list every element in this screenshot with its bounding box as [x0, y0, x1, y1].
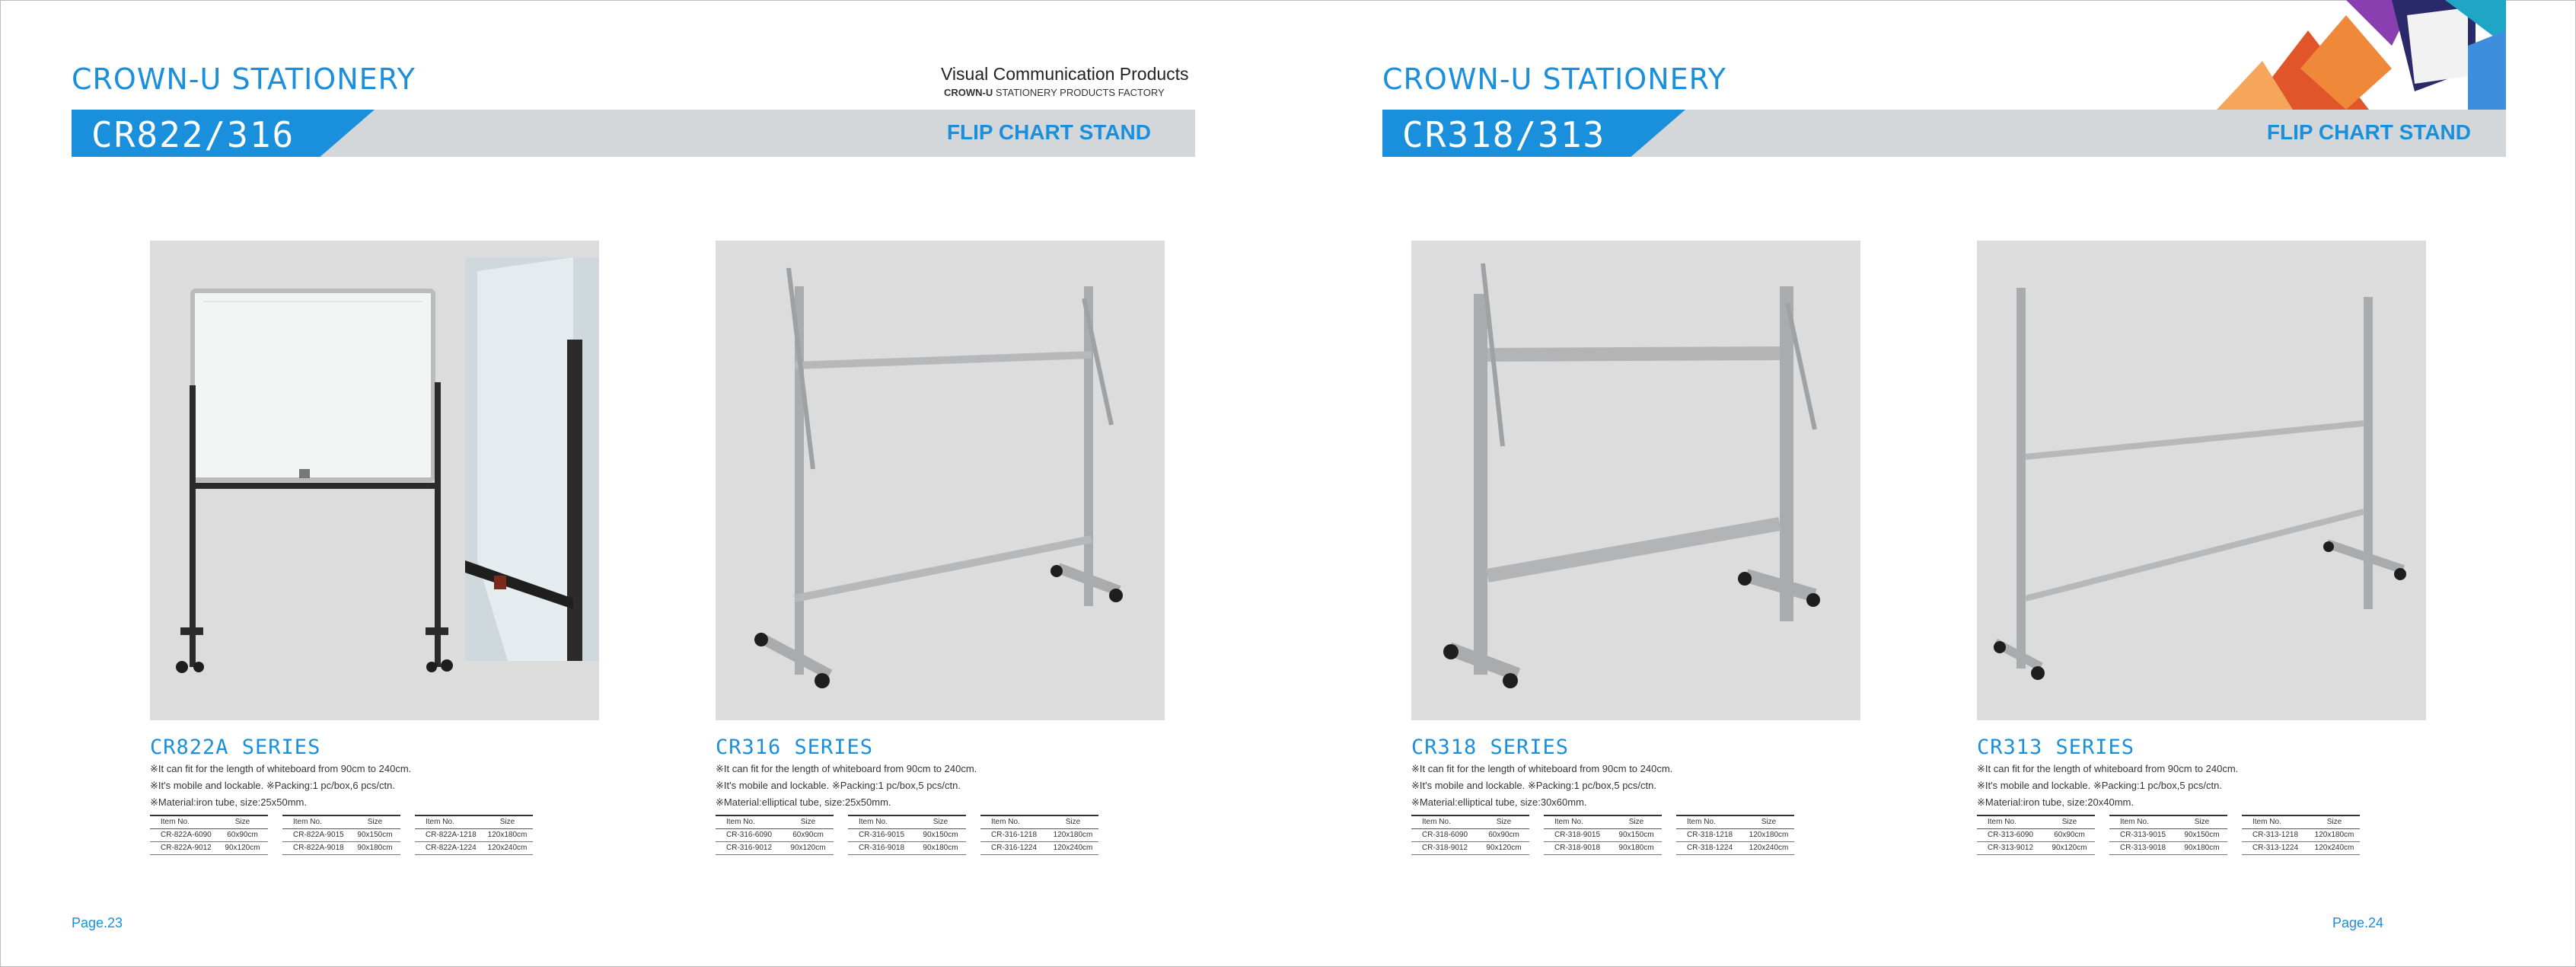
product-desc-line: ※It's mobile and lockable. ※Packing:1 pc/box,5 pcs/ctn.	[1411, 780, 1656, 791]
size-table	[415, 815, 533, 855]
item-no: CR-822A-1224	[426, 844, 477, 852]
product-desc-line: ※It can fit for the length of whiteboard from 90cm to 240cm.	[150, 763, 412, 774]
table-row	[2242, 829, 2360, 842]
subtitle-brand: CROWN-U	[944, 87, 993, 98]
item-no: CR-318-1218	[1687, 831, 1733, 839]
size-table	[2242, 815, 2360, 855]
size: 90x150cm	[1618, 831, 1654, 839]
product-photo-cr316	[716, 241, 1165, 720]
product-desc-line: ※Material:elliptical tube, size:25x50mm.	[716, 796, 891, 808]
item-no: CR-316-1218	[991, 831, 1038, 839]
col-item-no: Item No.	[1554, 818, 1583, 826]
item-no: CR-318-1224	[1687, 844, 1733, 852]
table-row	[848, 829, 966, 842]
table-row	[1977, 842, 2095, 855]
catalog-subtitle	[944, 87, 1165, 98]
catalog-title: Visual Communication Products	[941, 64, 1189, 84]
size: 120x240cm	[2314, 844, 2354, 852]
item-no: CR-313-9012	[1988, 844, 2034, 852]
size: 90x120cm	[2052, 844, 2087, 852]
table-row	[282, 842, 400, 855]
item-no: CR-313-1224	[2252, 844, 2299, 852]
item-no: CR-822A-6090	[161, 831, 212, 839]
product-desc-line: ※Material:iron tube, size:20x40mm.	[1977, 796, 2134, 808]
table-row	[1544, 842, 1662, 855]
table-row	[2109, 829, 2227, 842]
col-size: Size	[933, 818, 948, 826]
item-no: CR-313-1218	[2252, 831, 2299, 839]
model-band	[1382, 110, 2506, 157]
col-size: Size	[1065, 818, 1081, 826]
size: 60x90cm	[792, 831, 824, 839]
col-size: Size	[499, 818, 515, 826]
col-size: Size	[2061, 818, 2077, 826]
table-row	[1977, 829, 2095, 842]
table-row	[716, 842, 834, 855]
table-row	[2242, 842, 2360, 855]
col-size: Size	[1761, 818, 1777, 826]
model-code: CR822/316	[91, 114, 295, 155]
series-title-cr822a: CR822A SERIES	[150, 736, 321, 759]
table-row	[1411, 842, 1529, 855]
size: 120x240cm	[487, 844, 528, 852]
size: 60x90cm	[1488, 831, 1519, 839]
item-no: CR-822A-9018	[293, 844, 344, 852]
series-title-cr313: CR313 SERIES	[1977, 736, 2135, 759]
item-no: CR-313-9015	[2120, 831, 2166, 839]
model-code: CR318/313	[1402, 114, 1606, 155]
col-item-no: Item No.	[1687, 818, 1716, 826]
right-page	[1288, 0, 2576, 967]
size: 60x90cm	[227, 831, 258, 839]
item-no: CR-316-6090	[726, 831, 773, 839]
product-desc-line: ※It's mobile and lockable. ※Packing:1 pc/box,5 pcs/ctn.	[716, 780, 961, 791]
table-row	[1411, 829, 1529, 842]
size-table	[1676, 815, 1794, 855]
size-table	[2109, 815, 2227, 855]
page-number: Page.23	[72, 915, 123, 930]
item-no: CR-316-9015	[859, 831, 905, 839]
col-size: Size	[800, 818, 816, 826]
item-no: CR-316-1224	[991, 844, 1038, 852]
size: 90x180cm	[2184, 844, 2220, 852]
col-size: Size	[234, 818, 250, 826]
product-desc-line: ※It can fit for the length of whiteboard from 90cm to 240cm.	[1411, 763, 1673, 774]
table-row	[415, 842, 533, 855]
table-row	[1544, 829, 1662, 842]
item-no: CR-318-9015	[1554, 831, 1601, 839]
table-row	[980, 842, 1098, 855]
series-title-cr318: CR318 SERIES	[1411, 736, 1570, 759]
col-item-no: Item No.	[1422, 818, 1451, 826]
decorative-corner-graphic	[2217, 0, 2506, 110]
size-table	[282, 815, 400, 855]
item-no: CR-822A-9012	[161, 844, 212, 852]
size: 120x240cm	[1749, 844, 1789, 852]
category-label: FLIP CHART STAND	[2266, 120, 2471, 144]
product-desc-line: ※It's mobile and lockable. ※Packing:1 pc/box,6 pcs/ctn.	[150, 780, 395, 791]
table-row	[1676, 829, 1794, 842]
category-label: FLIP CHART STAND	[946, 120, 1151, 144]
size: 90x180cm	[1618, 844, 1654, 852]
brand-title: CROWN-U STATIONERY	[72, 62, 416, 96]
table-row	[848, 842, 966, 855]
size-table	[980, 815, 1098, 855]
subtitle-rest: STATIONERY PRODUCTS FACTORY	[993, 87, 1165, 98]
col-item-no: Item No.	[726, 818, 755, 826]
size: 90x150cm	[923, 831, 958, 839]
size-table	[848, 815, 966, 855]
col-item-no: Item No.	[859, 818, 888, 826]
item-no: CR-318-9012	[1422, 844, 1468, 852]
size-table	[716, 815, 834, 855]
size: 60x90cm	[2054, 831, 2085, 839]
item-no: CR-316-9012	[726, 844, 773, 852]
size-table	[1544, 815, 1662, 855]
col-item-no: Item No.	[426, 818, 454, 826]
product-desc-line: ※Material:iron tube, size:25x50mm.	[150, 796, 307, 808]
size: 90x180cm	[357, 844, 393, 852]
col-item-no: Item No.	[2120, 818, 2149, 826]
table-row	[150, 829, 268, 842]
table-row	[716, 829, 834, 842]
item-no: CR-822A-9015	[293, 831, 344, 839]
size: 90x180cm	[923, 844, 958, 852]
size: 90x120cm	[225, 844, 260, 852]
size-table	[1411, 815, 1529, 855]
col-item-no: Item No.	[1988, 818, 2016, 826]
col-size: Size	[2194, 818, 2210, 826]
product-desc-line: ※It can fit for the length of whiteboard from 90cm to 240cm.	[716, 763, 977, 774]
size: 90x120cm	[790, 844, 826, 852]
size: 120x180cm	[1053, 831, 1093, 839]
size: 120x240cm	[1053, 844, 1093, 852]
product-desc-line: ※It's mobile and lockable. ※Packing:1 pc/box,5 pcs/ctn.	[1977, 780, 2222, 791]
col-item-no: Item No.	[2252, 818, 2281, 826]
size: 90x150cm	[357, 831, 393, 839]
table-row	[282, 829, 400, 842]
model-band	[72, 110, 1195, 157]
item-no: CR-318-9018	[1554, 844, 1601, 852]
product-photo-cr313	[1977, 241, 2426, 720]
product-photo-cr822a	[150, 241, 599, 720]
item-no: CR-318-6090	[1422, 831, 1468, 839]
page-number: Page.24	[2332, 915, 2384, 930]
item-no: CR-313-9018	[2120, 844, 2166, 852]
col-size: Size	[367, 818, 383, 826]
table-row	[980, 829, 1098, 842]
item-no: CR-313-6090	[1988, 831, 2034, 839]
size: 120x180cm	[1749, 831, 1789, 839]
col-item-no: Item No.	[161, 818, 190, 826]
product-desc-line: ※It can fit for the length of whiteboard from 90cm to 240cm.	[1977, 763, 2239, 774]
size: 120x180cm	[2314, 831, 2354, 839]
item-no: CR-316-9018	[859, 844, 905, 852]
size: 90x150cm	[2184, 831, 2220, 839]
col-size: Size	[1628, 818, 1644, 826]
item-no: CR-822A-1218	[426, 831, 477, 839]
col-item-no: Item No.	[293, 818, 322, 826]
size-table	[150, 815, 268, 855]
brand-title: CROWN-U STATIONERY	[1382, 62, 1726, 96]
table-row	[1676, 842, 1794, 855]
size-table	[1977, 815, 2095, 855]
size: 90x120cm	[1486, 844, 1522, 852]
table-row	[150, 842, 268, 855]
product-photo-cr318	[1411, 241, 1860, 720]
col-size: Size	[2326, 818, 2342, 826]
product-desc-line: ※Material:elliptical tube, size:30x60mm.	[1411, 796, 1587, 808]
col-item-no: Item No.	[991, 818, 1020, 826]
series-title-cr316: CR316 SERIES	[716, 736, 874, 759]
table-row	[415, 829, 533, 842]
table-row	[2109, 842, 2227, 855]
col-size: Size	[1496, 818, 1512, 826]
size: 120x180cm	[487, 831, 528, 839]
